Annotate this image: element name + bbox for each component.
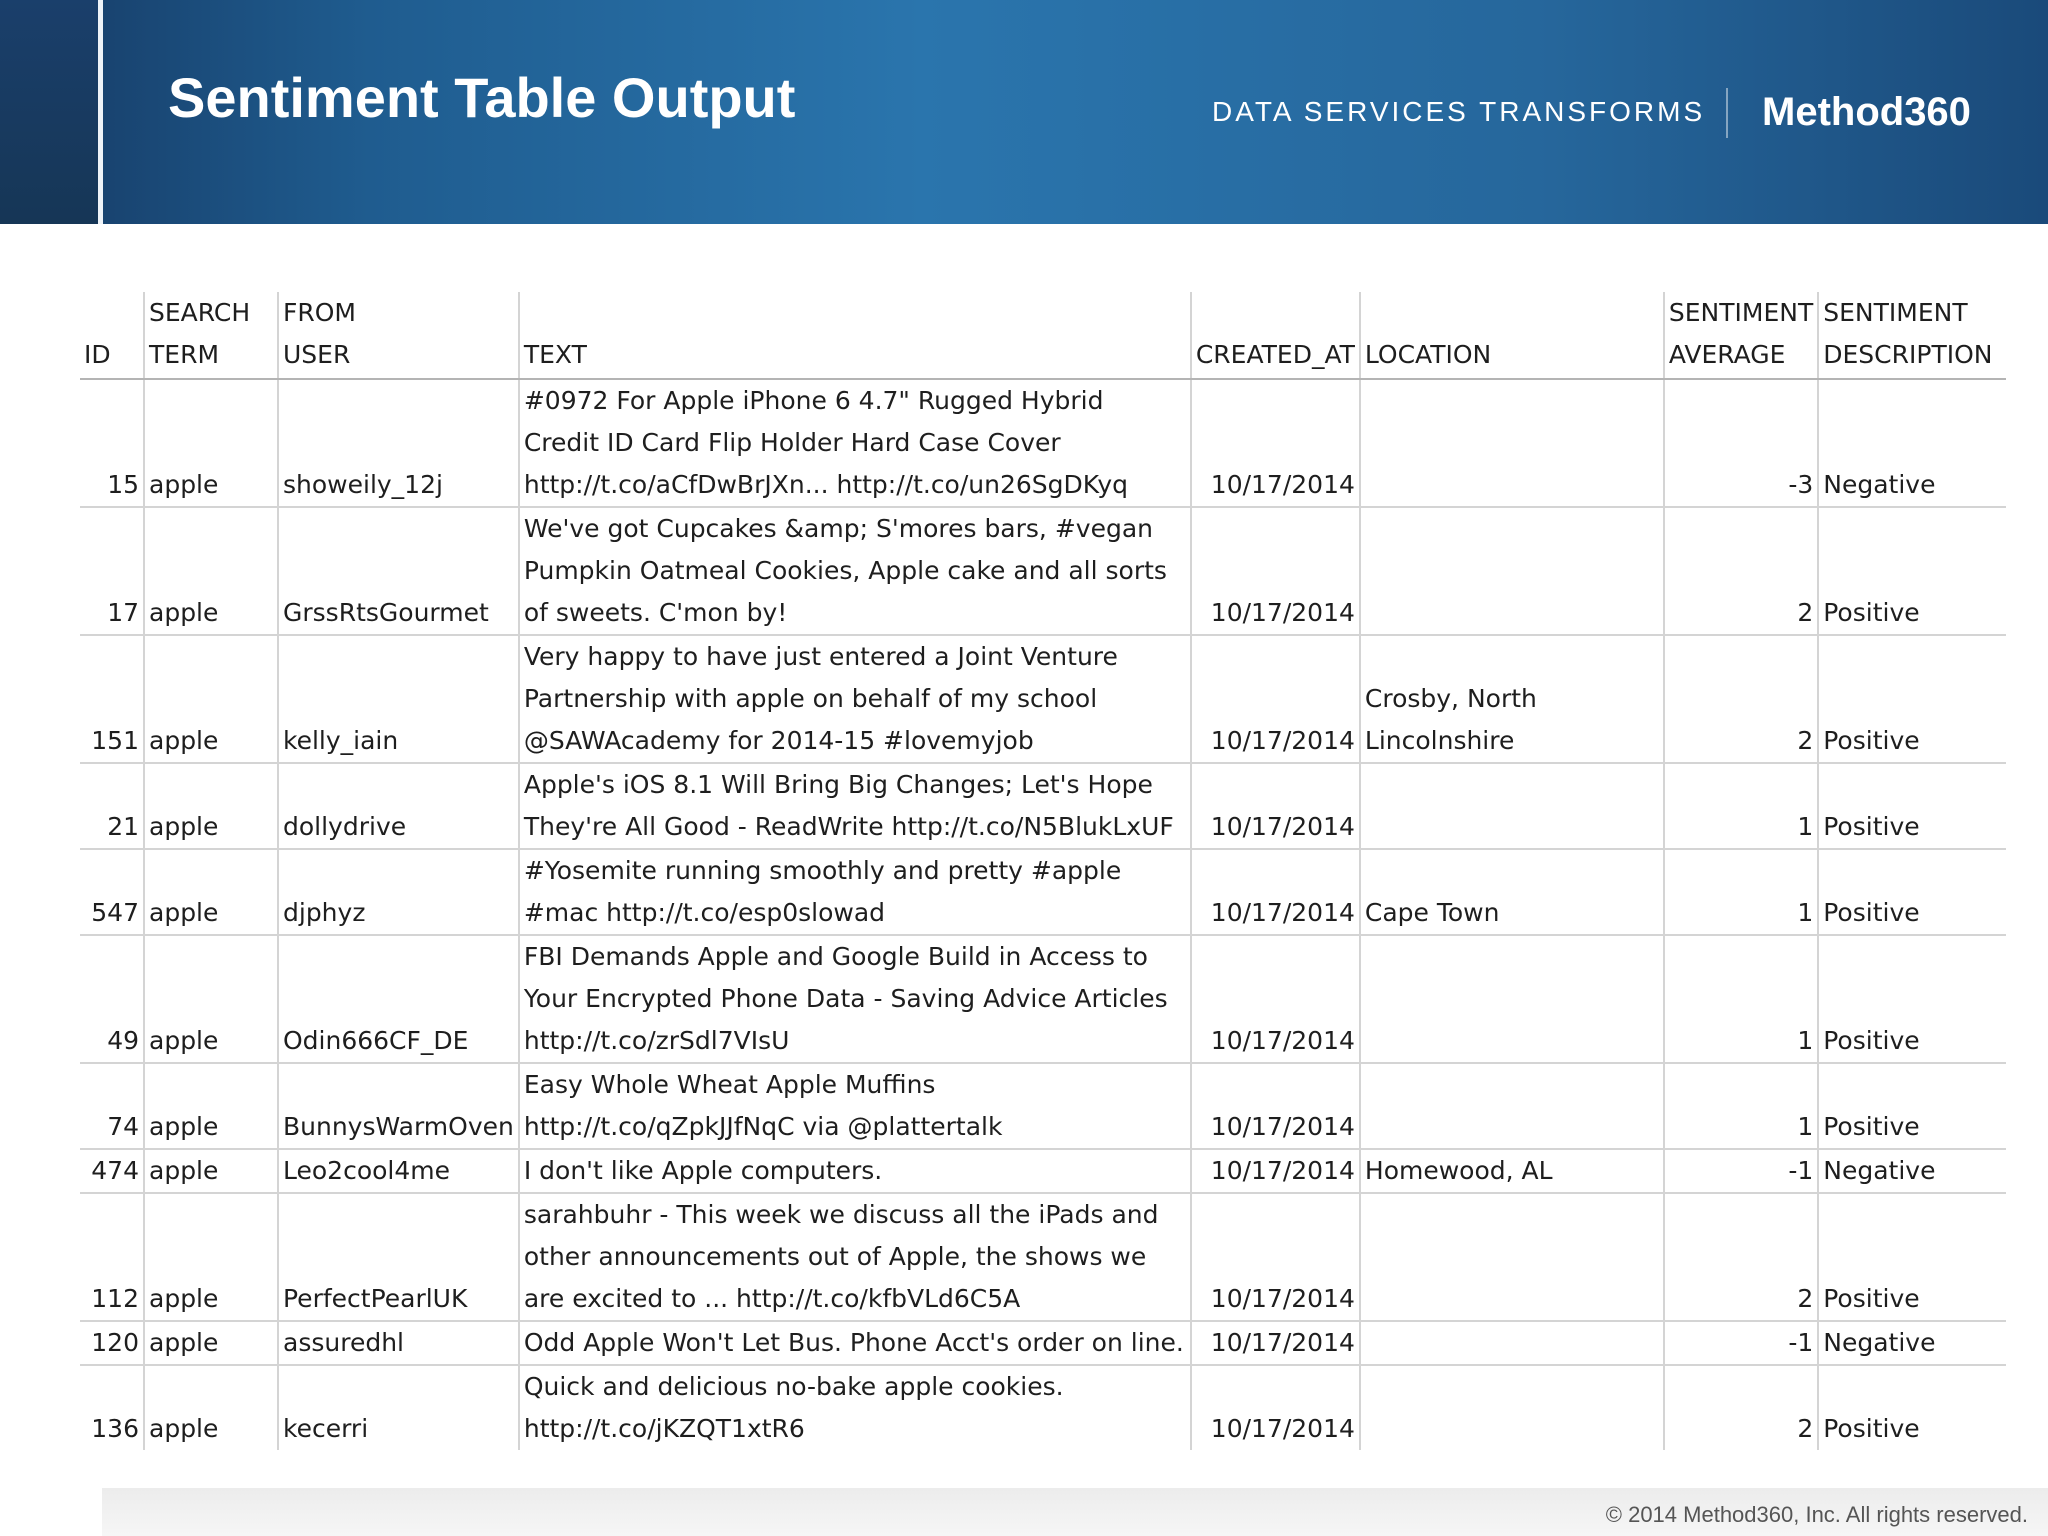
cell-text: Apple's iOS 8.1 Will Bring Big Changes; Let's Hope They're All Good - ReadWrite http://t.co/N5BlukLxUF	[519, 763, 1191, 849]
cell-sentiment-average: 2	[1664, 507, 1818, 635]
column-header-line1	[1365, 292, 1659, 334]
column-header	[1360, 292, 1664, 379]
cell-text: Odd Apple Won't Let Bus. Phone Acct's order on line.	[519, 1321, 1191, 1365]
cell-sentiment-description: Positive	[1818, 1063, 2006, 1149]
cell-search-term: apple	[144, 1365, 278, 1450]
sentiment-table	[80, 292, 2006, 1450]
cell-from-user: djphyz	[278, 849, 519, 935]
header-divider	[98, 0, 103, 224]
cell-location: Cape Town	[1360, 849, 1664, 935]
section-label: DATA SERVICES TRANSFORMS	[1212, 96, 1706, 127]
cell-location	[1360, 1321, 1664, 1365]
table-row	[80, 763, 2006, 849]
cell-sentiment-average: -1	[1664, 1149, 1818, 1193]
table-row	[80, 635, 2006, 763]
cell-sentiment-average: 1	[1664, 763, 1818, 849]
cell-sentiment-description: Positive	[1818, 635, 2006, 763]
cell-sentiment-average: 2	[1664, 1193, 1818, 1321]
cell-created-at: 10/17/2014	[1191, 507, 1360, 635]
table-body	[80, 379, 2006, 1450]
cell-search-term: apple	[144, 1063, 278, 1149]
table-row	[80, 1149, 2006, 1193]
column-header-line2: TEXT	[523, 340, 587, 369]
table-row	[80, 935, 2006, 1063]
column-header	[80, 292, 144, 379]
cell-created-at: 10/17/2014	[1191, 1193, 1360, 1321]
cell-search-term: apple	[144, 507, 278, 635]
cell-text: #0972 For Apple iPhone 6 4.7" Rugged Hybrid Credit ID Card Flip Holder Hard Case Cover http://t.co/aCfDwBrJXn... http://t.co/un26SgDKyq	[519, 379, 1191, 507]
column-header-line2: TERM	[149, 340, 220, 369]
cell-text: I don't like Apple computers.	[519, 1149, 1191, 1193]
table-row	[80, 1365, 2006, 1450]
copyright-text: © 2014 Method360, Inc. All rights reserved.	[1605, 1502, 2028, 1527]
table-row	[80, 507, 2006, 635]
cell-location	[1360, 1063, 1664, 1149]
cell-sentiment-description: Positive	[1818, 935, 2006, 1063]
column-header-line2: DESCRIPTION	[1823, 340, 1993, 369]
column-header	[519, 292, 1191, 379]
cell-sentiment-description: Negative	[1818, 1321, 2006, 1365]
cell-search-term: apple	[144, 849, 278, 935]
column-header	[1818, 292, 2006, 379]
cell-id: 112	[80, 1193, 144, 1321]
brand-separator	[1726, 88, 1728, 138]
column-header-line2: ID	[84, 340, 111, 369]
cell-sentiment-description: Negative	[1818, 1149, 2006, 1193]
cell-from-user: PerfectPearlUK	[278, 1193, 519, 1321]
cell-from-user: assuredhl	[278, 1321, 519, 1365]
cell-from-user: kecerri	[278, 1365, 519, 1450]
cell-created-at: 10/17/2014	[1191, 379, 1360, 507]
cell-id: 21	[80, 763, 144, 849]
cell-location	[1360, 935, 1664, 1063]
cell-created-at: 10/17/2014	[1191, 763, 1360, 849]
cell-location	[1360, 1193, 1664, 1321]
cell-text: #Yosemite running smoothly and pretty #apple #mac http://t.co/esp0slowad	[519, 849, 1191, 935]
cell-id: 151	[80, 635, 144, 763]
cell-id: 15	[80, 379, 144, 507]
cell-search-term: apple	[144, 635, 278, 763]
cell-from-user: BunnysWarmOven	[278, 1063, 519, 1149]
cell-created-at: 10/17/2014	[1191, 1149, 1360, 1193]
cell-created-at: 10/17/2014	[1191, 1321, 1360, 1365]
cell-sentiment-average: 1	[1664, 1063, 1818, 1149]
cell-sentiment-average: 2	[1664, 1365, 1818, 1450]
column-header-line1: FROM	[283, 298, 356, 327]
cell-from-user: Leo2cool4me	[278, 1149, 519, 1193]
header-left-strip	[0, 0, 98, 224]
cell-sentiment-description: Positive	[1818, 849, 2006, 935]
cell-search-term: apple	[144, 1149, 278, 1193]
brand-logo: Method360	[1762, 90, 1971, 134]
cell-search-term: apple	[144, 1193, 278, 1321]
column-header-line1	[524, 292, 1186, 334]
cell-sentiment-description: Negative	[1818, 379, 2006, 507]
cell-id: 474	[80, 1149, 144, 1193]
cell-from-user: kelly_iain	[278, 635, 519, 763]
cell-text: Very happy to have just entered a Joint Venture Partnership with apple on behalf of my school @SAWAcademy for 2014-15 #lovemyjob	[519, 635, 1191, 763]
cell-text: Easy Whole Wheat Apple Muffins http://t.co/qZpkJJfNqC via @plattertalk	[519, 1063, 1191, 1149]
table-header	[80, 292, 2006, 379]
cell-sentiment-average: 2	[1664, 635, 1818, 763]
cell-id: 120	[80, 1321, 144, 1365]
cell-sentiment-description: Positive	[1818, 1365, 2006, 1450]
cell-sentiment-description: Positive	[1818, 507, 2006, 635]
cell-text: FBI Demands Apple and Google Build in Access to Your Encrypted Phone Data - Saving Advice Articles http://t.co/zrSdl7VIsU	[519, 935, 1191, 1063]
cell-text: We've got Cupcakes &amp; S'mores bars, #vegan Pumpkin Oatmeal Cookies, Apple cake and all sorts of sweets. C'mon by!	[519, 507, 1191, 635]
cell-created-at: 10/17/2014	[1191, 935, 1360, 1063]
column-header	[278, 292, 519, 379]
cell-text: Quick and delicious no-bake apple cookies. http://t.co/jKZQT1xtR6	[519, 1365, 1191, 1450]
cell-search-term: apple	[144, 1321, 278, 1365]
column-header-line2: AVERAGE	[1668, 340, 1786, 369]
column-header-line2: CREATED_AT	[1195, 340, 1355, 369]
cell-created-at: 10/17/2014	[1191, 849, 1360, 935]
cell-from-user: dollydrive	[278, 763, 519, 849]
cell-location: Crosby, North Lincolnshire	[1360, 635, 1664, 763]
column-header-line1	[1196, 292, 1355, 334]
column-header-line1: SENTIMENT	[1823, 298, 1968, 327]
cell-sentiment-average: -3	[1664, 379, 1818, 507]
cell-search-term: apple	[144, 379, 278, 507]
cell-from-user: GrssRtsGourmet	[278, 507, 519, 635]
column-header	[1191, 292, 1360, 379]
cell-location	[1360, 379, 1664, 507]
column-header	[144, 292, 278, 379]
column-header-line1: SEARCH	[149, 298, 251, 327]
cell-from-user: Odin666CF_DE	[278, 935, 519, 1063]
cell-search-term: apple	[144, 763, 278, 849]
cell-location	[1360, 763, 1664, 849]
cell-from-user: showeily_12j	[278, 379, 519, 507]
header-banner	[0, 0, 2048, 224]
cell-id: 547	[80, 849, 144, 935]
column-header-line1	[84, 292, 139, 334]
cell-created-at: 10/17/2014	[1191, 635, 1360, 763]
cell-sentiment-description: Positive	[1818, 1193, 2006, 1321]
page-title: Sentiment Table Output	[168, 66, 796, 129]
cell-id: 17	[80, 507, 144, 635]
cell-location: Homewood, AL	[1360, 1149, 1664, 1193]
cell-search-term: apple	[144, 935, 278, 1063]
cell-created-at: 10/17/2014	[1191, 1063, 1360, 1149]
table-row	[80, 1063, 2006, 1149]
cell-id: 74	[80, 1063, 144, 1149]
cell-sentiment-average: 1	[1664, 935, 1818, 1063]
cell-id: 49	[80, 935, 144, 1063]
column-header-line2: LOCATION	[1364, 340, 1492, 369]
cell-sentiment-average: 1	[1664, 849, 1818, 935]
table-row	[80, 1193, 2006, 1321]
table-row	[80, 1321, 2006, 1365]
table-row	[80, 849, 2006, 935]
cell-sentiment-description: Positive	[1818, 763, 2006, 849]
column-header-line2: USER	[283, 340, 351, 369]
table-row	[80, 379, 2006, 507]
table-header-row	[80, 292, 2006, 379]
cell-text: sarahbuhr - This week we discuss all the iPads and other announcements out of Apple, the shows we are excited to ... http://t.co/kfbVLd6C5A	[519, 1193, 1191, 1321]
cell-location	[1360, 1365, 1664, 1450]
cell-sentiment-average: -1	[1664, 1321, 1818, 1365]
column-header	[1664, 292, 1818, 379]
cell-location	[1360, 507, 1664, 635]
cell-id: 136	[91, 1414, 139, 1443]
cell-created-at: 10/17/2014	[1191, 1365, 1360, 1450]
column-header-line1: SENTIMENT	[1668, 298, 1814, 327]
